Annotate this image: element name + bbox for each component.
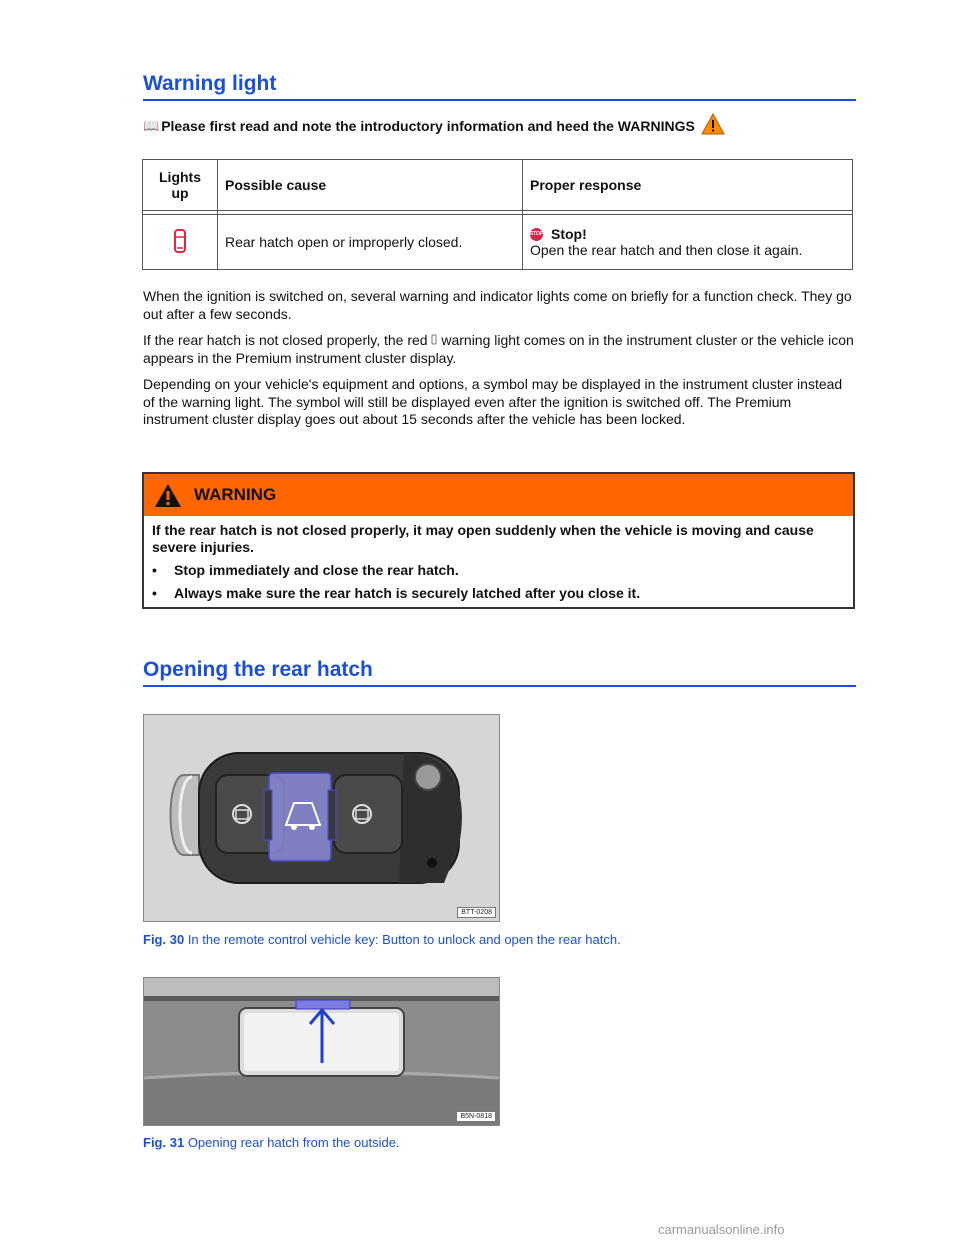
response-text: Open the rear hatch and then close it again.	[530, 242, 803, 258]
figure-31-image	[143, 977, 500, 1126]
watermark: carmanualsonline.info	[658, 1222, 785, 1237]
warning-box-bullets	[152, 562, 845, 602]
figure-31-caption: Fig. 31 Opening rear hatch from the outside.	[143, 1135, 400, 1150]
rear-hatch-inline-icon	[431, 332, 441, 348]
col-header-response: Proper response	[523, 160, 853, 211]
table-row	[143, 215, 853, 270]
table-header-row	[143, 160, 853, 211]
response-title: Stop!	[551, 226, 587, 242]
cause-cell: Rear hatch open or improperly closed.	[218, 215, 523, 270]
warning-box-header	[144, 474, 853, 516]
rear-hatch-illustration	[144, 978, 499, 1125]
paragraph-rear-hatch-light: If the rear hatch is not closed properly, the red warning light comes on in the instrument cluster or the vehicle icon appears in the Premium instrument cluster display.	[143, 332, 854, 366]
warning-box-title: WARNING	[194, 485, 277, 504]
figure-30-code: BTT-0208	[457, 907, 496, 918]
intro-text: Please first read and note the introductory information and heed the WARNINGS	[161, 117, 695, 134]
warning-triangle-icon[interactable]	[701, 113, 725, 138]
warning-triangle-icon	[154, 483, 182, 508]
col-header-lights-up: Lights up	[143, 160, 218, 211]
response-cell	[523, 215, 853, 270]
section-title-opening-rear-hatch: Opening the rear hatch	[143, 658, 856, 687]
list-item: • Stop immediately and close the rear hatch.	[152, 562, 459, 578]
warning-box-text: If the rear hatch is not closed properly, it may open suddenly when the vehicle is moving and cause severe injuries.	[152, 522, 814, 555]
list-item: • Always make sure the rear hatch is securely latched after you close it.	[152, 585, 641, 601]
intro-note	[143, 113, 725, 138]
stop-icon: STOP	[530, 228, 543, 241]
col-header-cause: Possible cause	[218, 160, 523, 211]
figure-30-image	[143, 714, 500, 922]
warning-box	[142, 472, 855, 609]
rear-hatch-warning-icon	[173, 241, 187, 257]
remote-key-illustration	[144, 715, 499, 921]
paragraph-function-check: When the ignition is switched on, several warning and indicator lights come on briefly for a function check. They go out after a few seconds.	[143, 288, 852, 322]
warning-light-table	[142, 159, 853, 270]
figure-31-code: B5N-0818	[456, 1111, 496, 1122]
book-icon: 📖	[143, 117, 160, 133]
rear-hatch-light-cell	[143, 215, 218, 270]
section-title-warning-light: Warning light	[143, 72, 856, 101]
warning-box-body	[144, 516, 853, 607]
figure-30-caption: Fig. 30 In the remote control vehicle key: Button to unlock and open the rear hatch.	[143, 932, 621, 947]
paragraph-symbol-display: Depending on your vehicle's equipment and options, a symbol may be displayed in the instrument cluster instead of the warning light. The symbol will still be displayed even after the ignition is switched off. The Premium instrument cluster display goes out about 15 seconds after the vehicle has been locked.	[143, 376, 843, 427]
